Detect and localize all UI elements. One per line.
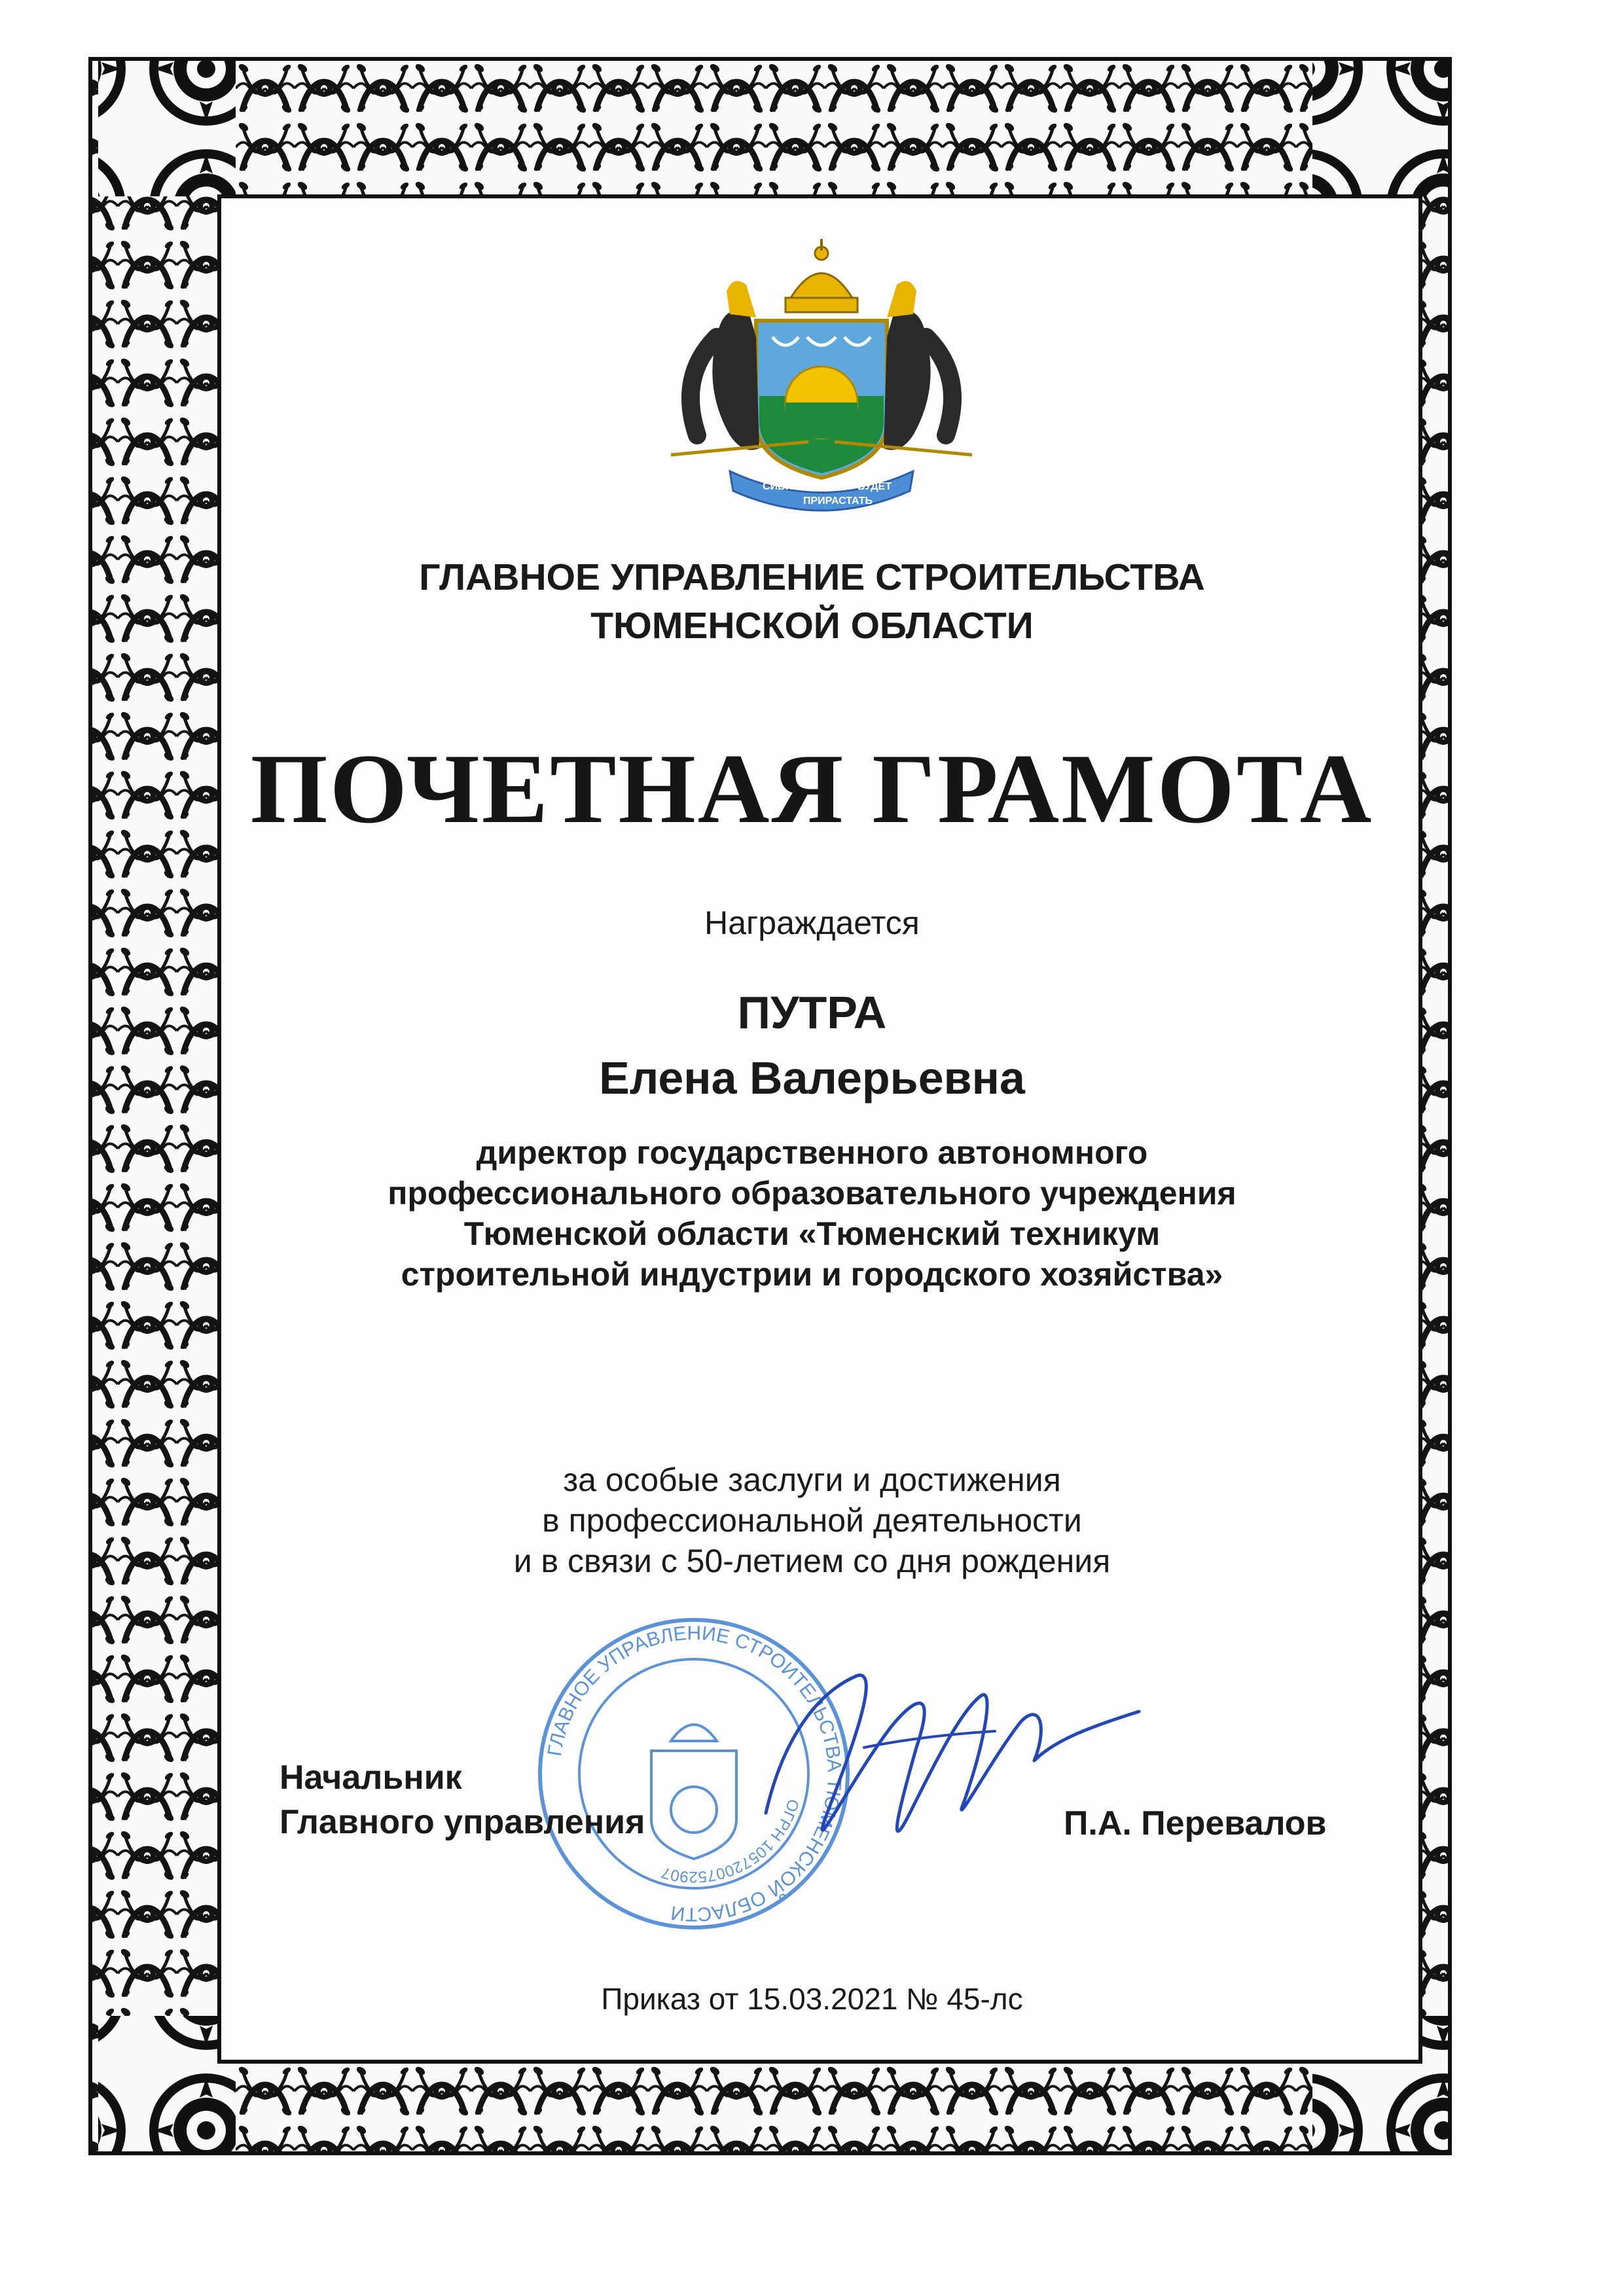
coat-of-arms-emblem (651, 239, 992, 514)
crown-icon (785, 239, 857, 312)
reason-line: за особые заслуги и достижения (563, 1462, 1061, 1498)
svg-text:ПРИРАСТАТЬ: ПРИРАСТАТЬ (803, 495, 873, 507)
award-reason (0, 1460, 1624, 1581)
position-line: директор государственного автономного (476, 1134, 1148, 1171)
svg-text:БУДЕТ: БУДЕТ (857, 481, 892, 492)
svg-text:ГЛАВНОЕ УПРАВЛЕНИЕ СТРОИТЕЛЬСТ: ГЛАВНОЕ УПРАВЛЕНИЕ СТРОИТЕЛЬСТВА ТЮМЕНСКОЙ ОБЛАСТИ (543, 1622, 846, 1926)
stamp-emblem-icon (651, 1725, 736, 1859)
order-reference: Приказ от 15.03.2021 № 45-лс (601, 1982, 1023, 2016)
awarded-label: Награждается (704, 905, 920, 941)
handwritten-signature (746, 1649, 1165, 1885)
svg-text:СИБИРЬЮ: СИБИРЬЮ (763, 481, 818, 492)
recipient-position (0, 1132, 1624, 1295)
organization-line-1: ГЛАВНОЕ УПРАВЛЕНИЕ СТРОИТЕЛЬСТВА (419, 556, 1205, 598)
signatory-title-line-1: Начальник (280, 1759, 462, 1797)
position-line: строительной индустрии и городского хозяйства» (401, 1256, 1223, 1293)
position-line: профессионального образовательного учреждения (388, 1175, 1236, 1211)
recipient-name: Елена Валерьевна (599, 1052, 1025, 1103)
reason-line: в профессиональной деятельности (542, 1502, 1082, 1539)
position-line: Тюменской области «Тюменский техникум (463, 1215, 1161, 1252)
organization-line-2: ТЮМЕНСКОЙ ОБЛАСТИ (590, 605, 1034, 647)
recipient-surname: ПУТРА (737, 987, 887, 1038)
document-title: ПОЧЕТНАЯ ГРАМОТА (250, 734, 1374, 844)
organization-header (0, 553, 1624, 650)
svg-text:ОГРН 1057200752907: ОГРН 1057200752907 (659, 1797, 803, 1886)
signatory-name: П.А. Перевалов (1064, 1804, 1327, 1842)
signatory-title-line-2: Главного управления (280, 1803, 645, 1841)
signatory-title (280, 1755, 645, 1844)
reason-line: и в связи с 50-летием со дня рождения (513, 1543, 1111, 1579)
